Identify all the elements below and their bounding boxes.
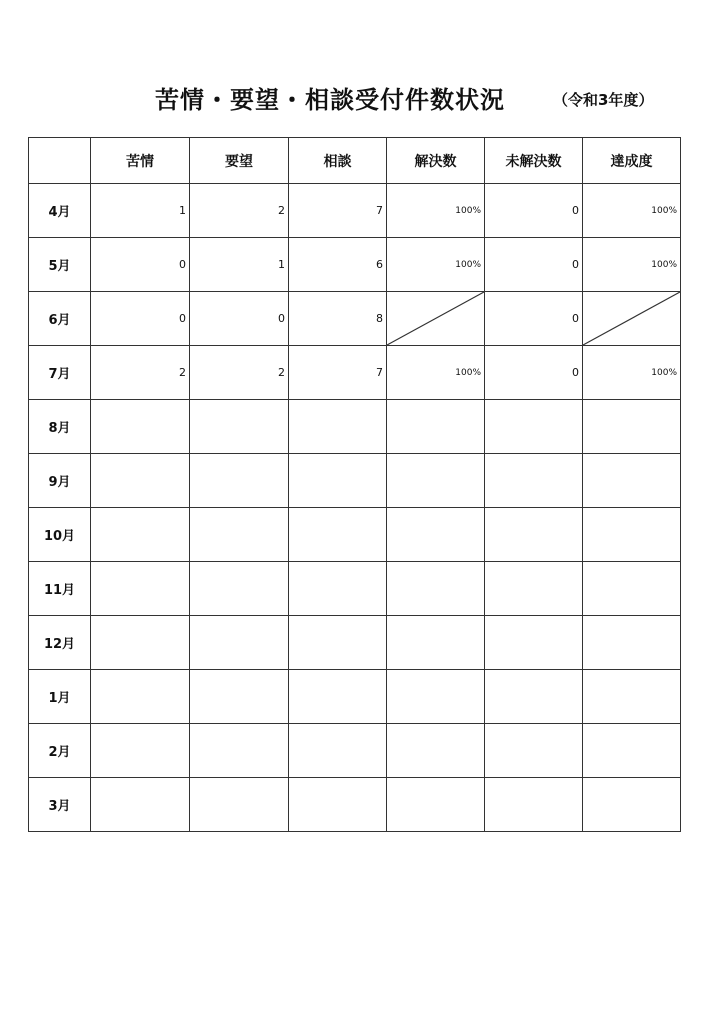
month-cell: 7月 — [29, 346, 91, 400]
resolved-cell: 100% — [387, 346, 485, 400]
diagonal-slash-icon — [583, 292, 680, 345]
requests-cell — [190, 724, 289, 778]
requests-cell: 2 — [190, 346, 289, 400]
header-achievement: 達成度 — [583, 138, 681, 184]
header-row — [29, 138, 681, 184]
complaints-cell — [91, 616, 190, 670]
consultations-cell — [289, 508, 387, 562]
unresolved-cell — [485, 508, 583, 562]
header-resolved: 解決数 — [387, 138, 485, 184]
month-cell: 2月 — [29, 724, 91, 778]
table-row — [29, 454, 681, 508]
resolved-cell — [387, 724, 485, 778]
achievement-cell — [583, 562, 681, 616]
resolved-cell — [387, 778, 485, 832]
consultations-cell — [289, 400, 387, 454]
unresolved-cell — [485, 400, 583, 454]
complaints-cell — [91, 724, 190, 778]
complaints-cell — [91, 400, 190, 454]
month-cell: 9月 — [29, 454, 91, 508]
requests-cell: 1 — [190, 238, 289, 292]
resolved-cell — [387, 508, 485, 562]
consultations-cell: 7 — [289, 346, 387, 400]
table-row — [29, 616, 681, 670]
resolved-cell — [387, 670, 485, 724]
complaints-cell: 1 — [91, 184, 190, 238]
requests-cell — [190, 400, 289, 454]
unresolved-cell — [485, 778, 583, 832]
requests-cell — [190, 454, 289, 508]
month-cell: 4月 — [29, 184, 91, 238]
requests-cell — [190, 616, 289, 670]
table-row — [29, 184, 681, 238]
page-title: 苦情・要望・相談受付件数状況 — [155, 86, 505, 114]
table-row — [29, 562, 681, 616]
month-cell: 3月 — [29, 778, 91, 832]
unresolved-cell — [485, 562, 583, 616]
month-cell: 11月 — [29, 562, 91, 616]
unresolved-cell: 0 — [485, 184, 583, 238]
consultations-cell — [289, 562, 387, 616]
resolved-cell: 100% — [387, 184, 485, 238]
unresolved-cell: 0 — [485, 238, 583, 292]
complaints-cell — [91, 778, 190, 832]
table-row — [29, 778, 681, 832]
complaints-cell — [91, 670, 190, 724]
unresolved-cell — [485, 616, 583, 670]
complaints-cell — [91, 508, 190, 562]
achievement-cell — [583, 508, 681, 562]
achievement-cell — [583, 778, 681, 832]
achievement-cell — [583, 670, 681, 724]
table-row — [29, 238, 681, 292]
unresolved-cell — [485, 454, 583, 508]
complaints-cell: 2 — [91, 346, 190, 400]
resolved-cell — [387, 562, 485, 616]
achievement-cell: 100% — [583, 184, 681, 238]
consultations-cell — [289, 454, 387, 508]
unresolved-cell: 0 — [485, 346, 583, 400]
complaints-cell — [91, 562, 190, 616]
achievement-cell — [583, 616, 681, 670]
requests-cell — [190, 670, 289, 724]
month-cell: 12月 — [29, 616, 91, 670]
table-row — [29, 508, 681, 562]
requests-cell — [190, 562, 289, 616]
requests-cell — [190, 778, 289, 832]
unresolved-cell — [485, 724, 583, 778]
achievement-cell — [583, 454, 681, 508]
month-cell: 6月 — [29, 292, 91, 346]
consultations-cell: 6 — [289, 238, 387, 292]
table-row — [29, 292, 681, 346]
month-cell: 10月 — [29, 508, 91, 562]
consultations-cell — [289, 778, 387, 832]
header-corner — [29, 138, 91, 184]
resolved-cell — [387, 616, 485, 670]
fiscal-year-label: （令和3年度） — [553, 91, 654, 109]
inquiry-status-table — [28, 137, 681, 832]
achievement-cell-crossed-out — [583, 292, 681, 346]
diagonal-slash-icon — [387, 292, 484, 345]
table-row — [29, 670, 681, 724]
resolved-cell — [387, 454, 485, 508]
consultations-cell: 8 — [289, 292, 387, 346]
month-cell: 5月 — [29, 238, 91, 292]
header-requests: 要望 — [190, 138, 289, 184]
complaints-cell: 0 — [91, 292, 190, 346]
resolved-cell: 100% — [387, 238, 485, 292]
consultations-cell — [289, 724, 387, 778]
header-unresolved: 未解決数 — [485, 138, 583, 184]
header-consultations: 相談 — [289, 138, 387, 184]
unresolved-cell: 0 — [485, 292, 583, 346]
achievement-cell: 100% — [583, 238, 681, 292]
resolved-cell-crossed-out — [387, 292, 485, 346]
complaints-cell: 0 — [91, 238, 190, 292]
achievement-cell — [583, 400, 681, 454]
complaints-cell — [91, 454, 190, 508]
achievement-cell: 100% — [583, 346, 681, 400]
requests-cell: 0 — [190, 292, 289, 346]
consultations-cell: 7 — [289, 184, 387, 238]
month-cell: 1月 — [29, 670, 91, 724]
table-row — [29, 724, 681, 778]
unresolved-cell — [485, 670, 583, 724]
resolved-cell — [387, 400, 485, 454]
month-cell: 8月 — [29, 400, 91, 454]
achievement-cell — [583, 724, 681, 778]
header-complaints: 苦情 — [91, 138, 190, 184]
requests-cell: 2 — [190, 184, 289, 238]
table-row — [29, 346, 681, 400]
consultations-cell — [289, 670, 387, 724]
table-row — [29, 400, 681, 454]
consultations-cell — [289, 616, 387, 670]
requests-cell — [190, 508, 289, 562]
